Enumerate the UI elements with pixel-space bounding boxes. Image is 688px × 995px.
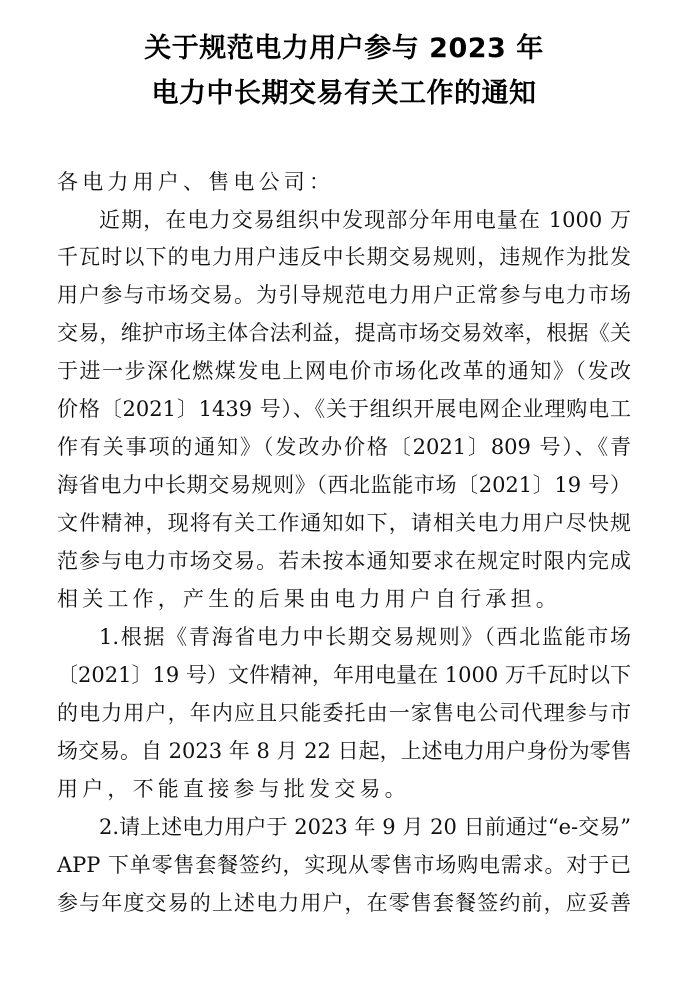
body-line: 〔2021〕19 号）文件精神，年用电量在 1000 万千瓦时以下 bbox=[57, 663, 631, 687]
salutation: 各电力用户、售电公司： bbox=[57, 170, 335, 194]
body-line: 海省电力中长期交易规则》（西北监能市场〔2021〕19 号） bbox=[57, 473, 631, 497]
body-line: 场交易。自 2023 年 8 月 22 日起，上述电力用户身份为零售 bbox=[57, 739, 632, 763]
body-line: 2.请上述电力用户于 2023 年 9 月 20 日前通过“e-交易” bbox=[99, 815, 631, 839]
document-title-line-1: 关于规范电力用户参与 2023 年 bbox=[144, 33, 544, 64]
body-line: 的电力用户，年内应且只能委托由一家售电公司代理参与市 bbox=[57, 701, 631, 725]
body-line: APP 下单零售套餐签约，实现从零售市场购电需求。对于已 bbox=[57, 853, 631, 877]
body-line: 用户参与市场交易。为引导规范电力用户正常参与电力市场 bbox=[57, 283, 631, 307]
body-line: 价格〔2021〕1439 号）、《关于组织开展电网企业理购电工 bbox=[57, 397, 631, 421]
body-line: 范参与电力市场交易。若未按本通知要求在规定时限内完成 bbox=[57, 549, 631, 573]
body-line: 文件精神，现将有关工作通知如下，请相关电力用户尽快规 bbox=[57, 511, 631, 535]
body-line: 1.根据《青海省电力中长期交易规则》（西北监能市场 bbox=[99, 625, 631, 649]
body-line: 用户，不能直接参与批发交易。 bbox=[57, 777, 410, 801]
body-line: 相关工作，产生的后果由电力用户自行承担。 bbox=[57, 587, 561, 611]
document-title-line-2: 电力中长期交易有关工作的通知 bbox=[151, 78, 537, 109]
body-line: 于进一步深化燃煤发电上网电价市场化改革的通知》（发改 bbox=[57, 359, 631, 383]
body-line: 参与年度交易的上述电力用户，在零售套餐签约前，应妥善 bbox=[57, 891, 631, 915]
body-line: 作有关事项的通知》（发改办价格〔2021〕809 号）、《青 bbox=[57, 435, 631, 459]
body-line: 近期，在电力交易组织中发现部分年用电量在 1000 万 bbox=[99, 208, 631, 232]
body-line: 交易，维护市场主体合法利益，提高市场交易效率，根据《关 bbox=[57, 321, 631, 345]
body-line: 千瓦时以下的电力用户违反中长期交易规则，违规作为批发 bbox=[57, 245, 631, 269]
